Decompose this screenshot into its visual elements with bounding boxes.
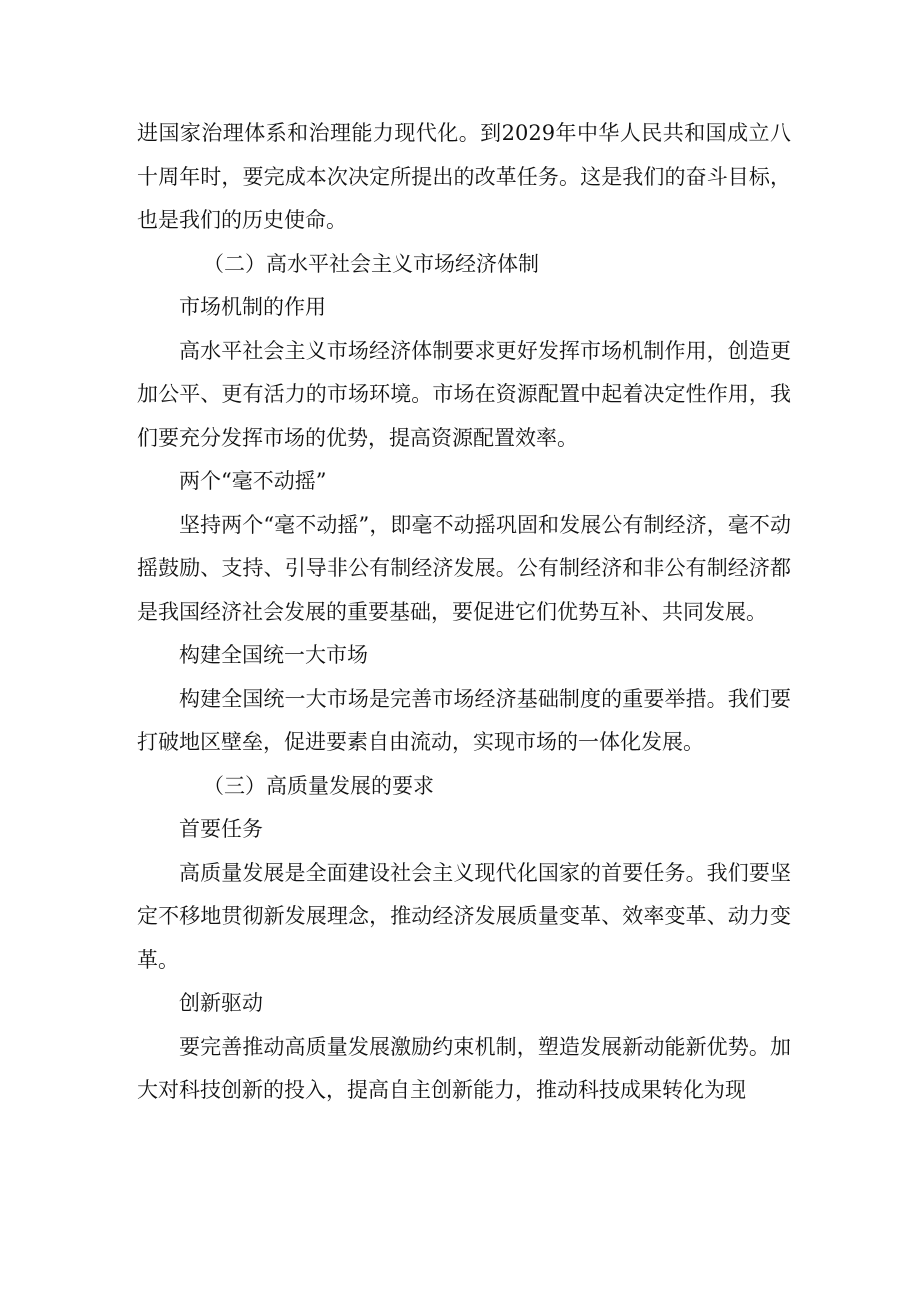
subheading-two-unwavering: 两个“毫不动摇” (179, 469, 327, 493)
section-heading-3: （三）高质量发展的要求 (203, 773, 434, 798)
subheading-market-mechanism: 市场机制的作用 (179, 295, 326, 319)
paragraph-innovation-driven: 要完善推动高质量发展激励约束机制，塑造发展新动能新优势。加大对科技创新的投入，提高自主创新能力，推动科技成果转化为现 (137, 1034, 791, 1102)
paragraph-market-mechanism: 高水平社会主义市场经济体制要求更好发挥市场机制作用，创造更加公平、更有活力的市场环境。市场在资源配置中起着决定性作用，我们要充分发挥市场的优势，提高资源配置效率。 (137, 338, 791, 450)
section-heading-2: （二）高水平社会主义市场经济体制 (203, 251, 539, 276)
paragraph-intro-continuation: 进国家治理体系和治理能力现代化。到2029年中华人民共和国成立八十周年时，要完成本次决定所提出的改革任务。这是我们的奋斗目标，也是我们的历史使命。 (137, 121, 791, 232)
document-body (137, 112, 791, 1113)
subheading-innovation-driven: 创新驱动 (179, 991, 263, 1015)
paragraph-unified-market: 构建全国统一大市场是完善市场经济基础制度的重要举措。我们要打破地区壁垒，促进要素自由流动，实现市场的一体化发展。 (137, 686, 791, 754)
paragraph-two-unwavering: 坚持两个“毫不动摇”，即毫不动摇巩固和发展公有制经济，毫不动摇鼓励、支持、引导非公有制经济发展。公有制经济和非公有制经济都是我国经济社会发展的重要基础，要促进它们优势互补、共同发展。 (137, 512, 791, 624)
subheading-unified-market: 构建全国统一大市场 (179, 643, 368, 667)
subheading-primary-task: 首要任务 (179, 817, 263, 841)
paragraph-primary-task: 高质量发展是全面建设社会主义现代化国家的首要任务。我们要坚定不移地贯彻新发展理念，推动经济发展质量变革、效率变革、动力变革。 (137, 860, 791, 972)
